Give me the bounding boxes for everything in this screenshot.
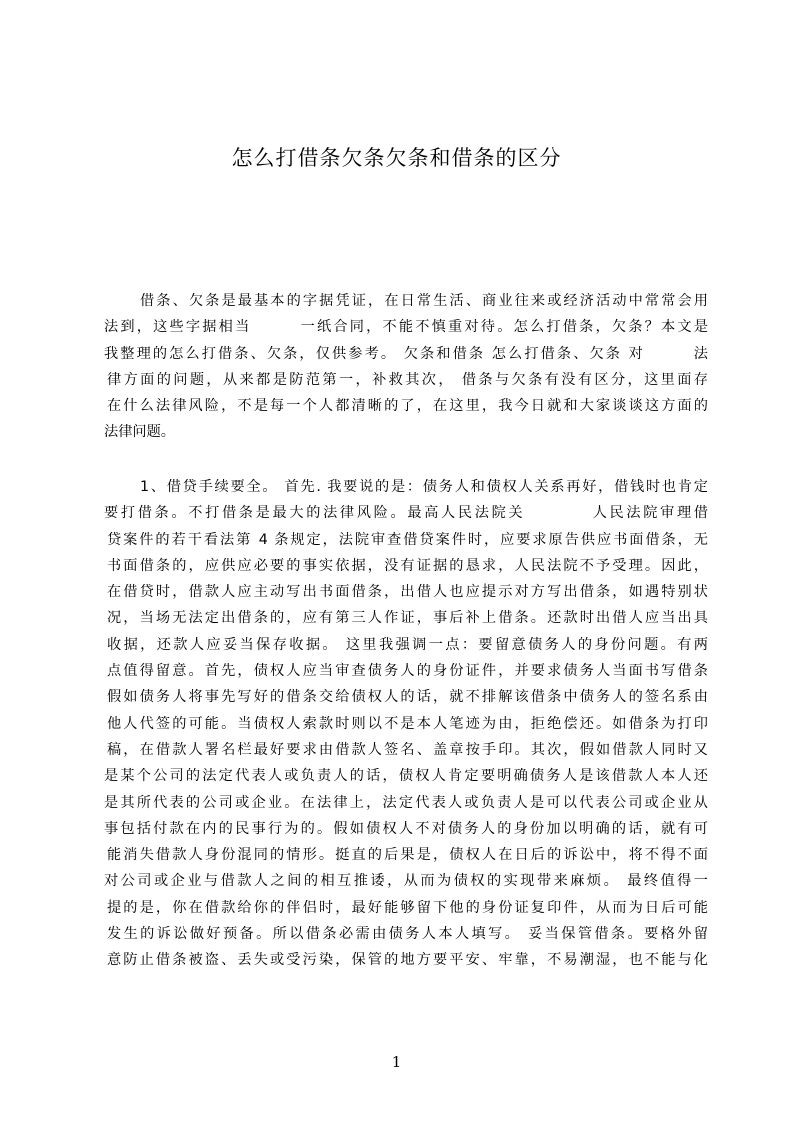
- text-line: 书面借条的，应供应必要的事实依据，没有证据的恳求，人民法院不予受理。因此，: [107, 557, 708, 574]
- text-line: 对公司或企业与借款人之间的相互推诿，从而为债权的实现带来麻烦。 最终值得一: [104, 873, 708, 890]
- text-line: 法律问题。: [104, 424, 175, 441]
- text-line: 要打借条。不打借条是最大的法律风险。最高人民法院关 人民法院审理借: [104, 505, 708, 522]
- text-line: 事包括付款在内的民事行为的。假如债权人不对债务人的身份加以明确的话，就有可: [104, 820, 708, 837]
- text-line: 发生的诉讼做好预备。所以借条必需由债务人本人填写。 妥当保管借条。要格外留: [107, 926, 708, 943]
- text-line: 是某个公司的法定代表人或负责人的话，债权人肯定要明确债务人是该借款人本人还: [104, 768, 708, 785]
- text-line: 意防止借条被盗、丢失或受污染，保管的地方要平安、牢靠，不易潮湿，也不能与化: [107, 952, 708, 969]
- text-line: 点值得留意。首先，债权人应当审查债务人的身份证件，并要求债务人当面书写借条: [107, 663, 708, 680]
- text-line: 是其所代表的公司或企业。在法律上，法定代表人或负责人是可以代表公司或企业从: [104, 794, 708, 811]
- text-line: 贷案件的若干看法第 4 条规定，法院审查借贷案件时，应要求原告供应书面借条，无: [107, 531, 708, 548]
- text-line: 况，当场无法定出借条的，应有第三人作证，事后补上借条。还款时出借人应当出具: [107, 610, 708, 627]
- text-line: 借条、欠条是最基本的字据凭证，在日常生活、商业往来或经济活动中常常会用: [140, 293, 708, 309]
- text-line: 法到，这些字据相当 一纸合同，不能不慎重对待。怎么打借条，欠条？本文是: [104, 319, 708, 336]
- text-line: 收据，还款人应妥当保存收据。 这里我强调一点：要留意债务人的身份问题。有两: [107, 636, 708, 653]
- text-line: 1、借贷手续要全。 首先. 我要说的是：债务人和债权人关系再好，借钱时也肯定: [140, 479, 708, 495]
- text-line: 律方面的问题，从来都是防范第一，补救其次， 借条与欠条有没有区分，这里面存: [107, 371, 708, 388]
- text-line: 能消失借款人身份混同的情形。挺直的后果是，债权人在日后的诉讼中，将不得不面: [107, 847, 708, 864]
- paragraph-intro: [104, 288, 708, 446]
- text-line: 提的是，你在借款给你的伴侣时，最好能够留下他的身份证复印件，从而为日后可能: [107, 899, 708, 916]
- text-line: 在借贷时，借款人应主动写出书面借条，出借人也应提示对方写出借条，如遇特别状: [107, 584, 708, 601]
- text-line: 在什么法律风险，不是每一个人都清晰的了，在这里，我今日就和大家谈谈这方面的: [107, 398, 708, 415]
- page-number: 1: [391, 1053, 402, 1071]
- text-line: 我整理的怎么打借条、欠条，仅供参考。 欠条和借条 怎么打借条、欠条 对 法: [104, 345, 708, 362]
- text-line: 假如债务人将事先写好的借条交给债权人的话，就不排解该借条中债务人的签名系由: [107, 689, 708, 706]
- paragraph-loan-procedures: [104, 474, 708, 974]
- text-line: 他人代签的可能。当债权人索款时则以不是本人笔迹为由，拒绝偿还。如借条为打印: [107, 715, 708, 732]
- text-line: 稿，在借款人署名栏最好要求由借款人签名、盖章按手印。其次，假如借款人同时又: [107, 741, 708, 758]
- document-title: 怎么打借条欠条欠条和借条的区分: [231, 146, 562, 170]
